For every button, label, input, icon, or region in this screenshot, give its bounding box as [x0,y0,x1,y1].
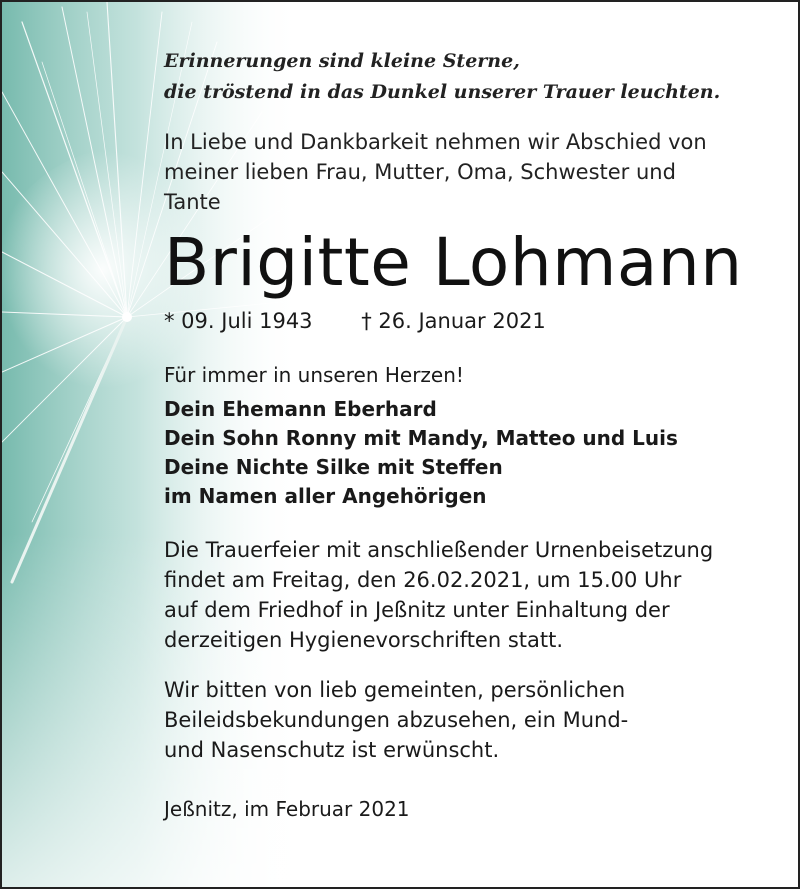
funeral-notice [164,535,778,655]
life-dates [164,307,778,335]
mourner-line: Deine Nichte Silke mit Steffen [164,455,503,479]
deceased-name: Brigitte Lohmann [164,224,743,301]
quote-line-2: die tröstend in das Dunkel unserer Trauer leuchten. [164,81,721,103]
farewell-intro [164,127,778,217]
mourner-line: im Namen aller Angehörigen [164,484,487,508]
memorial-quote [164,46,778,108]
funeral-line-1: Die Trauerfeier mit anschließender Urnenbeisetzung [164,538,714,562]
intro-line-3: Tante [164,190,221,214]
quote-line-1: Erinnerungen sind kleine Sterne, [164,50,520,72]
funeral-line-3: auf dem Friedhof in Jeßnitz unter Einhaltung der [164,598,670,622]
death-date: † 26. Januar 2021 [361,309,546,333]
mourner-line: Dein Sohn Ronny mit Mandy, Matteo und Luis [164,426,678,450]
mourner-line: Dein Ehemann Eberhard [164,397,437,421]
funeral-line-4: derzeitigen Hygienevorschriften statt. [164,628,564,652]
condolence-request [164,675,778,765]
funeral-line-2: findet am Freitag, den 26.02.2021, um 15.00 Uhr [164,568,682,592]
intro-line-2: meiner lieben Frau, Mutter, Oma, Schwester und [164,160,676,184]
request-line-3: und Nasenschutz ist erwünscht. [164,738,500,762]
birth-date: * 09. Juli 1943 [164,309,313,333]
intro-line-1: In Liebe und Dankbarkeit nehmen wir Abschied von [164,130,707,154]
place-and-date: Jeßnitz, im Februar 2021 [164,797,410,821]
request-line-1: Wir bitten von lieb gemeinten, persönlichen [164,678,626,702]
mourners-list [164,395,778,511]
request-line-2: Beileidsbekundungen abzusehen, ein Mund- [164,708,629,732]
obituary-content [164,46,778,823]
motto: Für immer in unseren Herzen! [164,363,464,387]
